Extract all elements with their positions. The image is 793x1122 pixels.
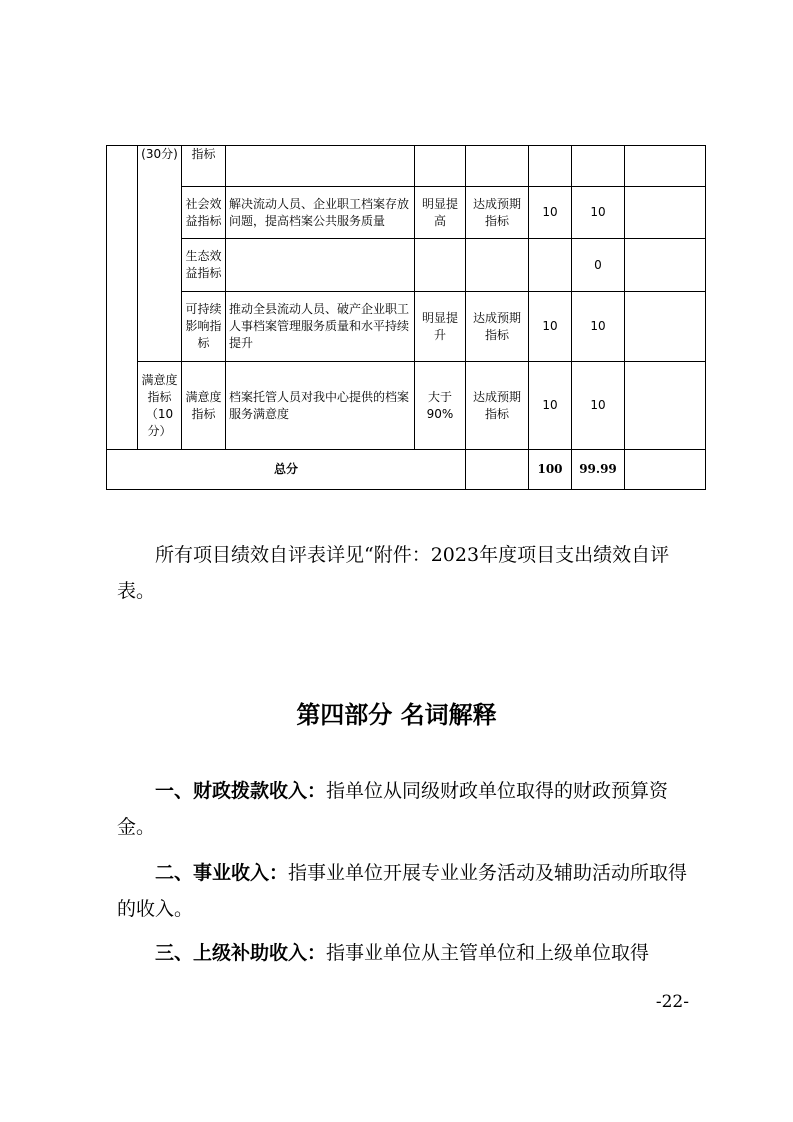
total-note	[625, 450, 706, 490]
cell-target	[415, 239, 466, 292]
cell-target: 明显提升	[415, 292, 466, 362]
cell-cat3: 满意度指标	[182, 362, 226, 450]
total-label: 总分	[107, 450, 466, 490]
term-label: 二、事业收入：	[155, 862, 289, 884]
table-row	[107, 187, 706, 239]
table-row	[107, 239, 706, 292]
table-row	[107, 292, 706, 362]
total-weight: 100	[529, 450, 572, 490]
attachment-paragraph: 所有项目绩效自评表详见“附件：2023年度项目支出绩效自评表。	[117, 544, 670, 602]
cell-weight	[529, 146, 572, 187]
cell-cat3: 社会效益指标	[182, 187, 226, 239]
cell-weight: 10	[529, 292, 572, 362]
term-definition: 指单位从同级财政单位取得的财政预算资金。	[117, 780, 669, 838]
term-definition: 指事业单位开展专业业务活动及辅助活动所取得的收入。	[117, 862, 688, 920]
cell-score	[572, 146, 625, 187]
cell-content	[226, 146, 415, 187]
cell-score: 10	[572, 187, 625, 239]
performance-table	[106, 145, 706, 490]
term-paragraph	[117, 773, 697, 845]
cell-actual	[466, 239, 529, 292]
page-number: -22-	[655, 992, 689, 1012]
cell-actual: 达成预期指标	[466, 362, 529, 450]
cell-actual: 达成预期指标	[466, 187, 529, 239]
cell-score: 10	[572, 362, 625, 450]
term-paragraph	[117, 855, 697, 927]
cell-cat3: 指标	[182, 146, 226, 187]
cell-content: 解决流动人员、企业职工档案存放问题，提高档案公共服务质量	[226, 187, 415, 239]
cell-weight	[529, 239, 572, 292]
table-row	[107, 146, 706, 187]
cell-content: 档案托管人员对我中心提供的档案服务满意度	[226, 362, 415, 450]
cell-score: 10	[572, 292, 625, 362]
total-target	[466, 450, 529, 490]
cell-note	[625, 292, 706, 362]
cell-weight: 10	[529, 187, 572, 239]
cell-cat3: 生态效益指标	[182, 239, 226, 292]
term-paragraph	[117, 935, 697, 971]
cell-target	[415, 146, 466, 187]
cell-cat2: 满意度指标（10分）	[138, 362, 182, 450]
cell-note	[625, 146, 706, 187]
term-label: 三、上级补助收入：	[155, 942, 327, 964]
cell-cat2: (30分)	[138, 146, 182, 362]
total-score: 99.99	[572, 450, 625, 490]
cell-note	[625, 239, 706, 292]
cell-content: 推动全县流动人员、破产企业职工人事档案管理服务质量和水平持续提升	[226, 292, 415, 362]
table-row	[107, 362, 706, 450]
cell-weight: 10	[529, 362, 572, 450]
cell-target: 大于90%	[415, 362, 466, 450]
cell-content	[226, 239, 415, 292]
table-total-row	[107, 450, 706, 490]
cell-score: 0	[572, 239, 625, 292]
cell-actual	[466, 146, 529, 187]
cell-cat3: 可持续影响指标	[182, 292, 226, 362]
cell-note	[625, 187, 706, 239]
section-title: 第四部分 名词解释	[296, 700, 497, 729]
cell-note	[625, 362, 706, 450]
term-label: 一、财政拨款收入：	[155, 780, 327, 802]
term-definition: 指事业单位从主管单位和上级单位取得	[326, 942, 650, 964]
cell-cat1	[107, 146, 138, 450]
cell-actual: 达成预期指标	[466, 292, 529, 362]
cell-target: 明显提高	[415, 187, 466, 239]
